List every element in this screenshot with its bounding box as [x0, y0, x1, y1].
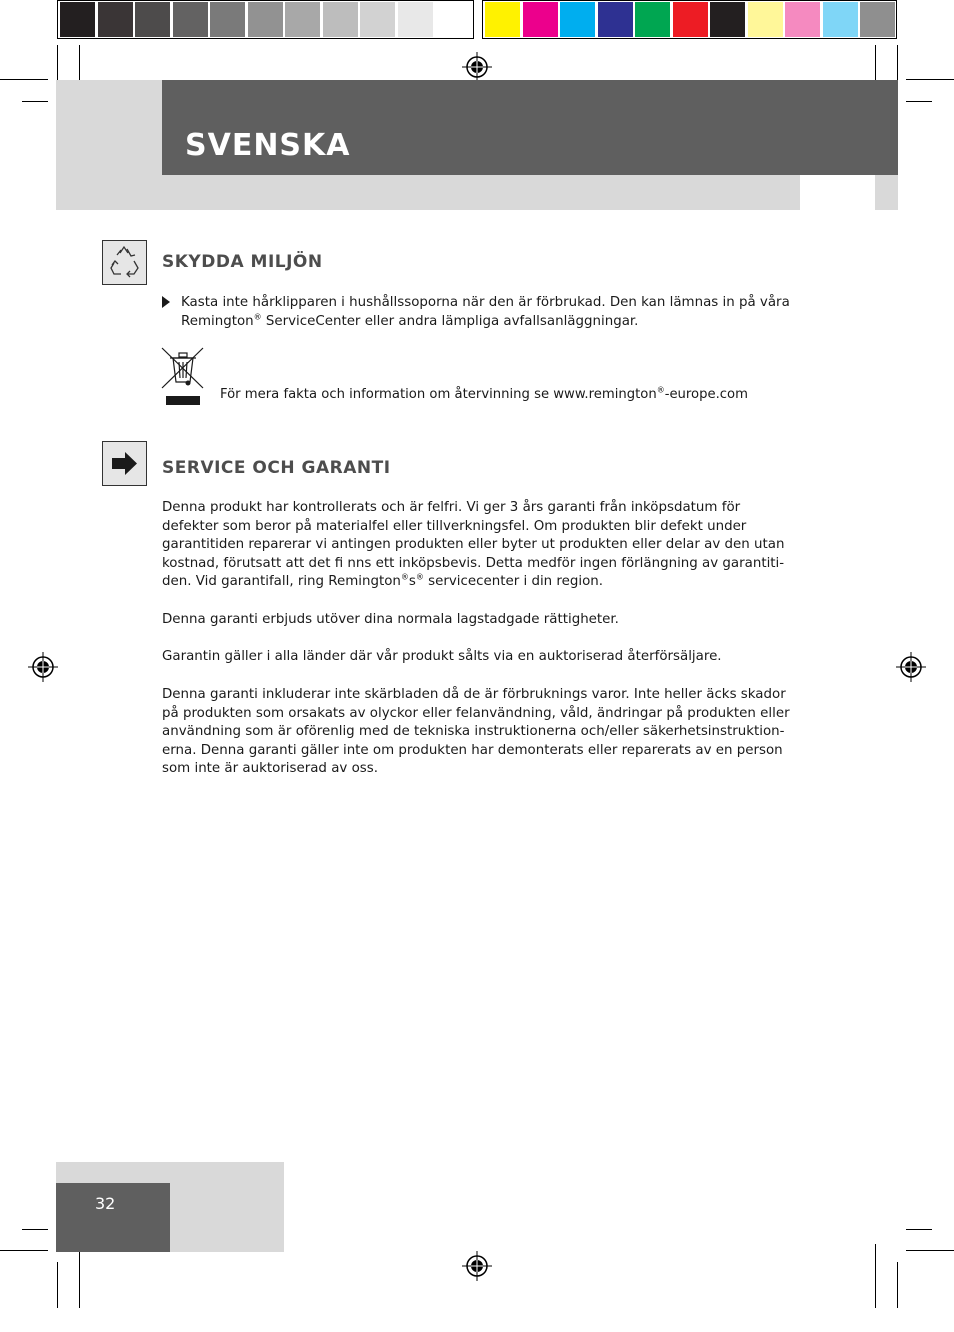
warranty-paragraph-4: [162, 686, 802, 779]
warranty-exclusion-line: som inte är auktoriserad av oss.: [162, 761, 378, 777]
process-color-swatch: [710, 2, 745, 37]
warranty-line: garantitiden reparerar vi antingen produkten eller byter ut produkten eller delar av den utan: [162, 537, 785, 553]
page-number: 32: [95, 1194, 116, 1213]
registered-mark: ®: [656, 385, 665, 395]
section-heading-environment: SKYDDA MILJÖN: [162, 252, 323, 272]
page-title: SVENSKA: [185, 128, 351, 163]
arrow-icon-box: [102, 441, 147, 486]
process-color-swatch: [560, 2, 595, 37]
recycling-info-start: För mera fakta och information om återvinning se www.remington: [220, 387, 657, 402]
disposal-instruction: [181, 294, 806, 331]
registration-mark-bottom: [462, 1251, 492, 1281]
warranty-paragraph-2: Denna garanti erbjuds utöver dina normala lagstadgade rättigheter.: [162, 612, 619, 627]
process-color-swatch: [823, 2, 858, 37]
grayscale-swatch: [398, 2, 433, 37]
process-color-swatch: [673, 2, 708, 37]
grayscale-swatch: [210, 2, 245, 37]
process-color-swatch: [635, 2, 670, 37]
warranty-exclusion-line: användning som är oförenlig med de tekniska instruktionerna och/eller säkerhetsinstruktion-: [162, 724, 785, 740]
grayscale-swatch: [135, 2, 170, 37]
warranty-paragraph-3: Garantin gäller i alla länder där vår produkt sålts via en auktoriserad återförsäljare.: [162, 649, 722, 664]
process-color-swatch: [860, 2, 895, 37]
grayscale-swatch: [248, 2, 283, 37]
process-color-swatch: [523, 2, 558, 37]
crossed-bin-icon: [160, 346, 206, 408]
warranty-line-mid: s: [408, 574, 416, 590]
warranty-exclusion-line: Denna garanti inkluderar inte skärbladen då de är förbruknings varor. Inte heller äcks skador: [162, 687, 786, 702]
bullet-arrow-icon: [162, 296, 170, 308]
process-color-swatch: [485, 2, 520, 37]
grayscale-swatch: [98, 2, 133, 37]
grayscale-swatch: [435, 2, 470, 37]
registered-mark: ®: [400, 572, 409, 582]
disposal-line-2-end: ServiceCenter eller andra lämpliga avfallsanläggningar.: [261, 313, 639, 329]
recycling-info: [220, 386, 820, 405]
registration-mark-right: [896, 652, 926, 682]
section-heading-service: SERVICE OCH GARANTI: [162, 458, 391, 478]
grayscale-swatch: [360, 2, 395, 37]
warranty-exclusion-line: på produkten som orsakats av olyckor eller felanvändning, våld, ändringar på produkten eller: [162, 705, 790, 721]
warranty-exclusion-line: erna. Denna garanti gäller inte om produkten har demonterats eller reparerats av en person: [162, 742, 783, 758]
recycle-icon: [103, 241, 146, 284]
process-color-swatch: [748, 2, 783, 37]
warranty-line-last-start: den. Vid garantifall, ring Remington: [162, 574, 401, 590]
disposal-line-2-start: Remington: [181, 313, 254, 329]
warranty-line: defekter som beror på materialfel eller tillverkningsfel. Om produkten blir defekt under: [162, 518, 747, 534]
disposal-line-1: Kasta inte hårklipparen i hushållssoporna när den är förbrukad. Den kan lämnas in på våra: [181, 295, 790, 310]
registration-mark-top: [462, 52, 492, 82]
warranty-line: Denna produkt har kontrollerats och är felfri. Vi ger 3 års garanti från inköpsdatum för: [162, 500, 741, 515]
recycling-info-end: -europe.com: [664, 387, 748, 402]
arrow-right-icon: [103, 442, 146, 485]
grayscale-swatch: [60, 2, 95, 37]
warranty-line-last-end: servicecenter i din region.: [423, 574, 604, 590]
process-color-swatch: [598, 2, 633, 37]
warranty-paragraph-1: [162, 499, 802, 592]
grayscale-swatch: [173, 2, 208, 37]
registered-mark: ®: [253, 312, 262, 322]
registration-mark-left: [28, 652, 58, 682]
recycle-icon-box: [102, 240, 147, 285]
warranty-line: kostnad, förutsatt att det fi nns ett inköpsbevis. Detta medför ingen förlängning av garantiti-: [162, 555, 785, 571]
process-color-swatch: [785, 2, 820, 37]
grayscale-swatch: [323, 2, 358, 37]
registered-mark: ®: [415, 572, 424, 582]
grayscale-swatch: [285, 2, 320, 37]
